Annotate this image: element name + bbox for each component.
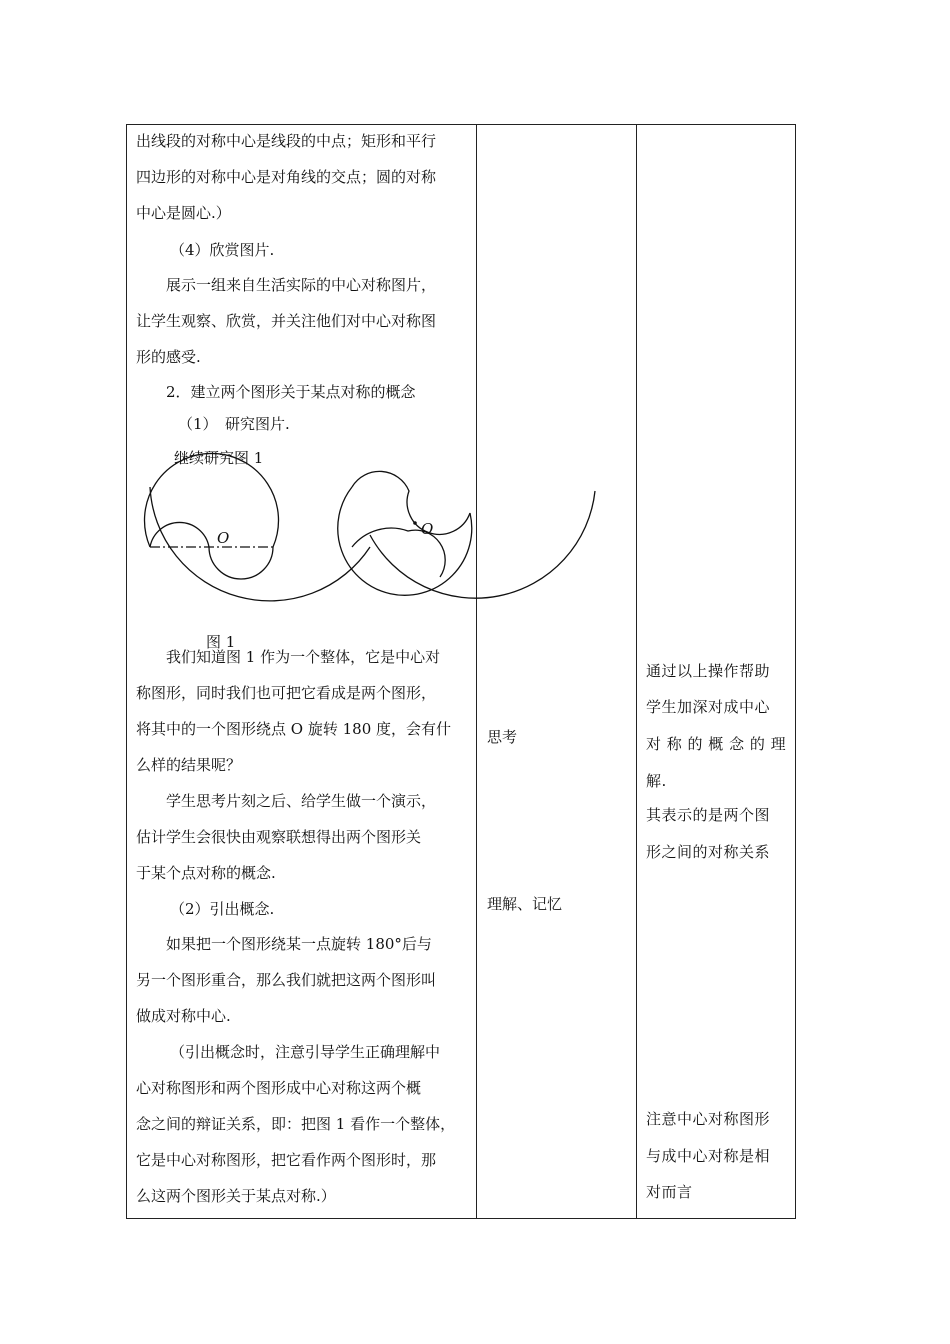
text-line: 出线段的对称中心是线段的中点；矩形和平行 [136,132,437,150]
text-line: （引出概念时，注意引导学生正确理解中 [170,1043,441,1061]
left-spiral-inner [150,522,273,579]
center-point [413,521,417,525]
text-line: 学生思考片刻之后、给学生做一个演示， [166,792,437,810]
design-note-line: 与成中心对称是相 [646,1147,771,1165]
left-large-arc [150,487,370,601]
text-line: 我们知道图 1 作为一个整体，它是中心对 [166,648,441,666]
design-note-line: 解. [646,772,667,790]
design-note-line: 其表示的是两个图 [646,806,771,824]
point-o-label-right: O [421,520,434,538]
text-line: 四边形的对称中心是对角线的交点；圆的对称 [136,168,437,186]
point-o-label-left: O [217,529,230,547]
column-divider-2 [636,124,637,1219]
text-line: 称图形，同时我们也可把它看成是两个图形， [136,684,437,702]
text-line: （2）引出概念. [170,900,275,918]
right-spiral-inner [352,471,470,534]
text-line: 念之间的辩证关系，即：把图 1 看作一个整体， [136,1115,456,1133]
text-line: 心对称图形和两个图形成中心对称这两个概 [136,1079,422,1097]
text-line: 展示一组来自生活实际的中心对称图片， [166,276,437,294]
text-line: 么这两个图形关于某点对称.） [136,1187,336,1205]
figure-1 [140,425,610,625]
design-note-line: 形之间的对称关系 [646,843,771,861]
text-line: 估计学生会很快由观察联想得出两个图形关 [136,828,422,846]
right-large-arc [370,491,595,598]
column-divider-1 [476,124,477,1219]
student-activity-think: 思考 [487,728,518,746]
text-line: 继续研究图 1 [174,449,264,467]
design-note-line: 对 称 的 概 念 的 理 [646,735,787,753]
text-line: 么样的结果呢？ [136,756,242,774]
text-line: （1） 研究图片. [178,415,290,433]
design-note-line: 注意中心对称图形 [646,1110,771,1128]
text-line: 于某个点对称的概念. [136,864,276,882]
text-line: 形的感受. [136,348,201,366]
text-line: 中心是圆心.） [136,204,231,222]
text-line: 做成对称中心. [136,1007,231,1025]
text-line: 让学生观察、欣赏，并关注他们对中心对称图 [136,312,437,330]
design-note-line: 学生加深对成中心 [646,698,771,716]
design-note-line: 通过以上操作帮助 [646,662,771,680]
student-activity-understand: 理解、记忆 [487,895,563,913]
figure-caption: 图 1 [206,633,236,651]
text-line: 2．建立两个图形关于某点对称的概念 [166,383,416,401]
text-line: 将其中的一个图形绕点 O 旋转 180 度，会有什 [136,720,452,738]
design-note-line: 对而言 [646,1183,693,1201]
text-line: 另一个图形重合，那么我们就把这两个图形叫 [136,971,437,989]
text-line: 如果把一个图形绕某一点旋转 180°后与 [166,935,432,953]
text-line: 它是中心对称图形，把它看作两个图形时，那 [136,1151,437,1169]
text-line: （4）欣赏图片. [170,241,275,259]
left-spiral-outer [145,453,279,547]
